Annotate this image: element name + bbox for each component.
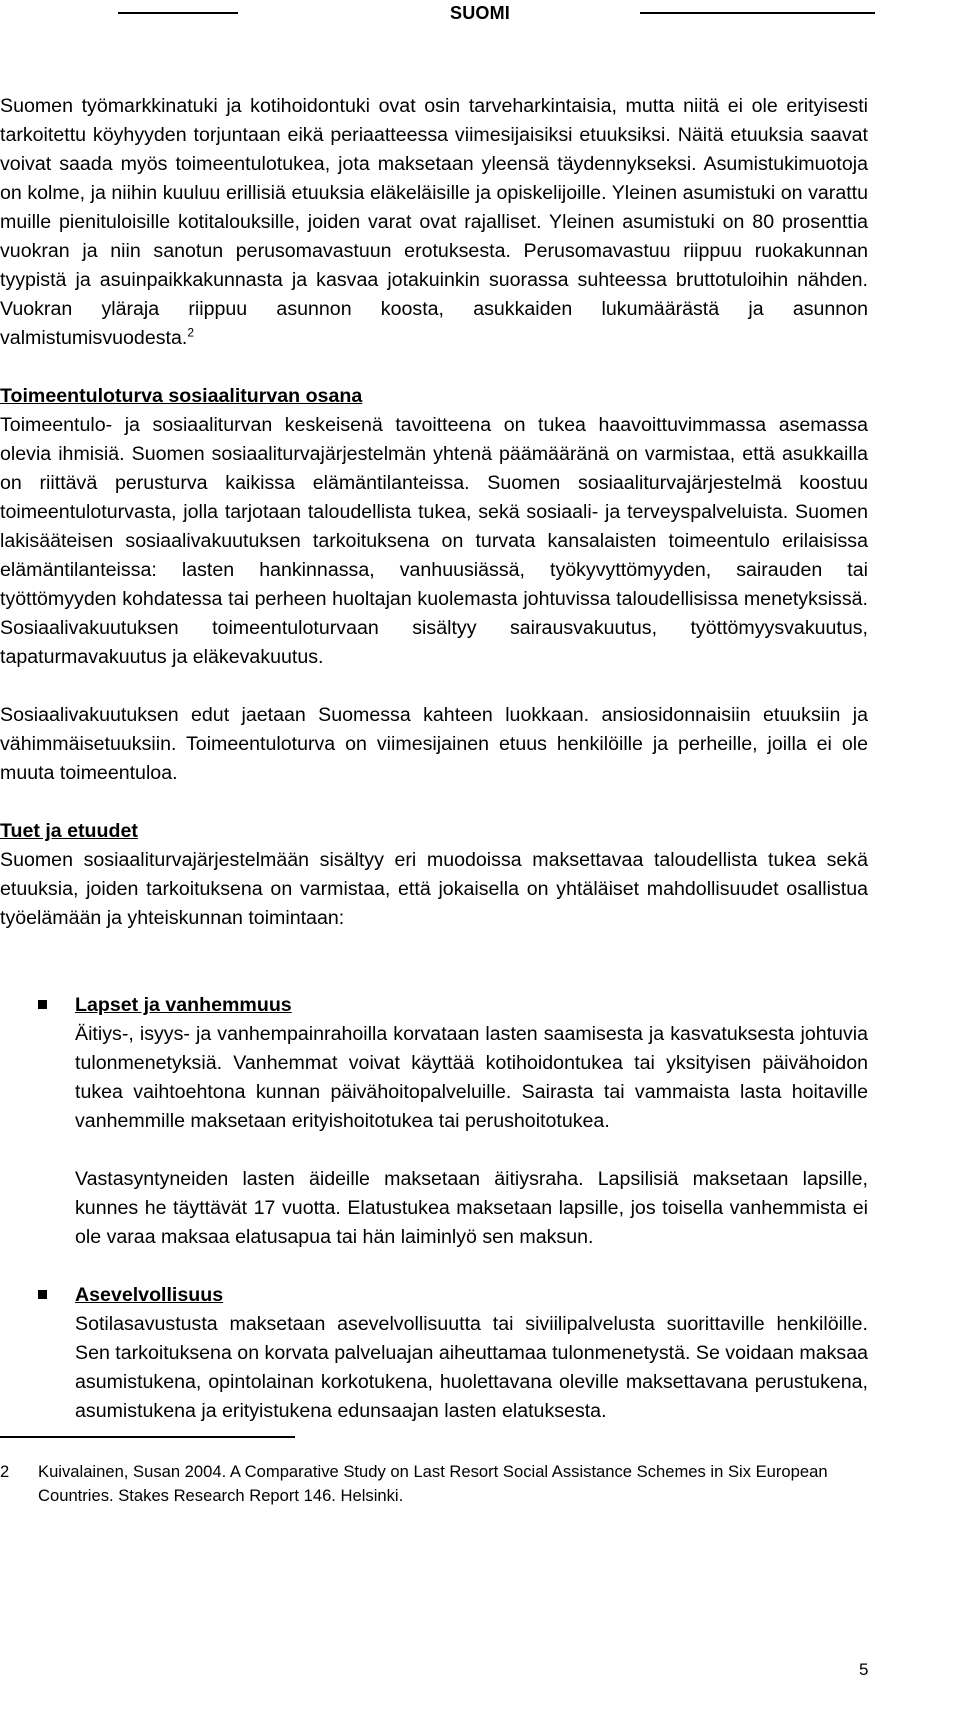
- header-title: SUOMI: [449, 3, 510, 23]
- footnote-reference[interactable]: 2: [187, 325, 194, 340]
- section1-paragraph2: Sosiaalivakuutuksen edut jaetaan Suomessa kahteen luokkaan. ansiosidonnaisiin etuuksiin ja vähimmäisetuuksiin. Toimeentuloturva on viimesijainen etuus henkilöille ja perheille, joilla ei ole muuta toimeentuloa.: [0, 704, 868, 784]
- footnote-mark: 2: [0, 1462, 10, 1481]
- bullet-item-asevelvollisuus: [0, 1281, 868, 1426]
- header-rule-right: [640, 12, 875, 14]
- footnote-text: Kuivalainen, Susan 2004. A Comparative Study on Last Resort Social Assistance Schemes in Six European Countries. Stakes Research Report 146. Helsinki.: [38, 1462, 828, 1505]
- bullet-paragraph: Sotilasavustusta maksetaan asevelvollisuutta tai siviilipalvelusta suorittaville henkilöille. Sen tarkoituksena on korvata palveluajan aiheuttamaa tulonmenetystä. Se voidaan maksaa asumistukena, opintolainan korkotukena, huolettavana oleville maksettavana perustukena, asumistukena ja erityistukena edunsaajan lasten elatuksesta.: [75, 1313, 868, 1422]
- bullet-title: Lapset ja vanhemmuus: [75, 994, 292, 1016]
- intro-text: Suomen työmarkkinatuki ja kotihoidontuki ovat osin tarveharkintaisia, mutta niitä ei ole erityisesti tarkoitettu köyhyyden torjuntaan eikä periaatteessa viimesijaisiksi etuuksiksi. Näitä etuuksia saavat voivat saada myös toimeentulotukea, jota maksetaan yleensä täydennykseksi. Asumistukimuotoja on kolme, ja niihin kuuluu erillisiä etuuksia eläkeläisille ja opiskelijoille. Yleinen asumistuki on varattu muille pienituloisille kotitalouksille, joiden varat ovat rajalliset. Yleinen asumistuki on 80 prosenttia vuokran ja niin sanotun perusomavastuun erotuksesta. Perusomavastuu riippuu ruokakunnan tyypistä ja asuinpaikkakunnasta ja kasvaa jotakuinkin suorassa suhteessa bruttotuloihin nähden. Vuokran yläraja riippuu asunnon koosta, asukkaiden lukumäärästä ja asunnon valmistumisvuodesta.: [0, 95, 868, 349]
- bullet-paragraph: Vastasyntyneiden lasten äideille maksetaan äitiysraha. Lapsilisiä maksetaan lapsille, kunnes he täyttävät 17 vuotta. Elatustukea maksetaan lapsille, jos toisella vanhemmista ei ole varaa maksaa elatusapua tai hän laiminlyö sen maksun.: [75, 1168, 868, 1248]
- bullet-square-icon: [38, 1000, 47, 1009]
- bullet-title: Asevelvollisuus: [75, 1284, 224, 1306]
- footnote-divider: [0, 1436, 295, 1438]
- page-number: 5: [859, 1660, 869, 1679]
- section2-paragraph: Suomen sosiaaliturvajärjestelmään sisältyy eri muodoissa maksettavaa taloudellista tukea sekä etuuksia, joiden tarkoituksena on varmistaa, että jokaisella on yhtäläiset mahdollisuudet osallistua työelämään ja yhteiskunnan toimintaan:: [0, 849, 868, 929]
- bullet-paragraph: Äitiys-, isyys- ja vanhempainrahoilla korvataan lasten saamisesta ja kasvatuksesta johtuvia tulonmenetyksiä. Vanhemmat voivat käyttää kotihoidontukea tai yksityisen päivähoidon tukea vaihtoehtona kunnan päivähoitopalveluille. Sairasta tai vammaista lasta hoitaville vanhemmille maksetaan erityishoitotukea tai perushoitotukea.: [75, 1023, 868, 1132]
- bullet-square-icon: [38, 1290, 47, 1299]
- intro-paragraph: [0, 92, 868, 353]
- bullet-item-lapset: [0, 991, 868, 1252]
- main-content: [0, 92, 868, 1426]
- section-heading-toimeentuloturva: Toimeentuloturva sosiaaliturvan osana: [0, 385, 363, 407]
- page-header: [0, 0, 960, 30]
- section1-paragraph1: Toimeentulo- ja sosiaaliturvan keskeisenä tavoitteena on tukea haavoittuvimmassa asemassa olevia ihmisiä. Suomen sosiaaliturvajärjestelmän yhtenä päämääränä on varmistaa, että asukkailla on riittävä perusturva kaikissa elämäntilanteissa. Suomen sosiaaliturvajärjestelmä koostuu toimeentuloturvasta, jolla tarjotaan taloudellista tukea, sekä sosiaali- ja terveyspalveluista. Suomen lakisääteisen sosiaalivakuutuksen tarkoituksena on turvata kansalaisten toimeentulo erilaisissa elämäntilanteissa: lasten hankinnassa, vanhuusiässä, työkyvyttömyyden, sairauden tai työttömyyden kohdatessa tai perheen huoltajan kuolemasta johtuvissa taloudellisissa menetyksissä. Sosiaalivakuutuksen toimeentuloturvaan sisältyy sairausvakuutus, työttömyysvakuutus, tapaturmavakuutus ja eläkevakuutus.: [0, 414, 868, 668]
- section-heading-tuet: Tuet ja etuudet: [0, 820, 138, 842]
